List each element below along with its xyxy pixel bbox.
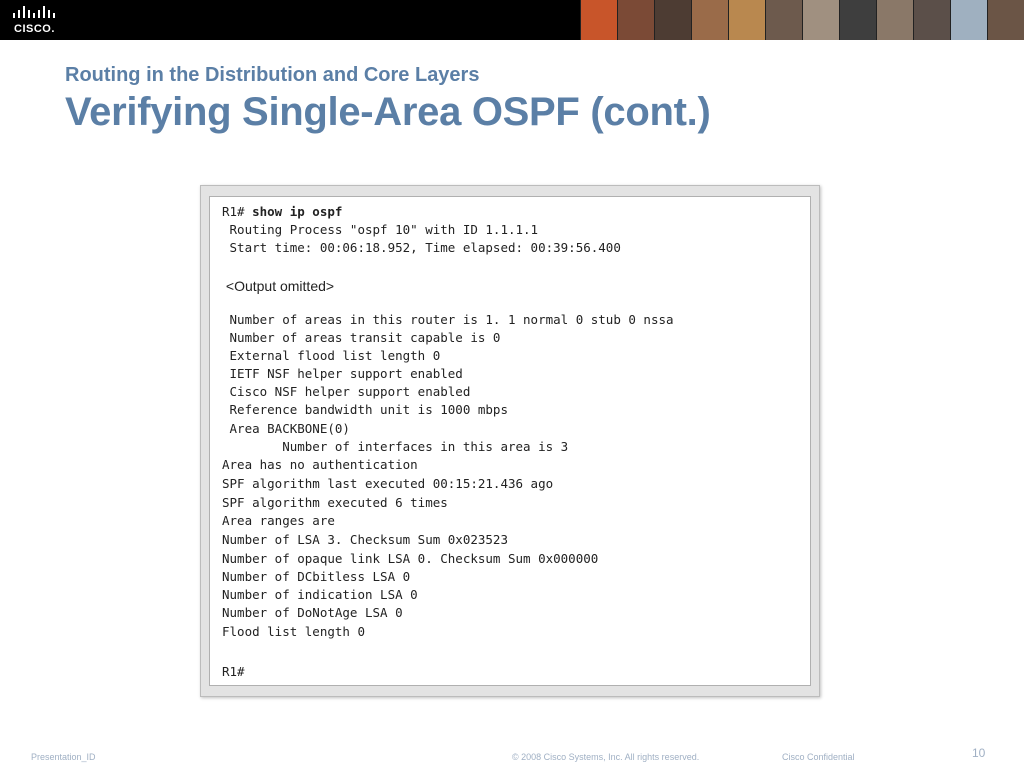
console-command-line (222, 205, 342, 219)
banner-photo (765, 0, 802, 40)
console-output-line: Reference bandwidth unit is 1000 mbps (222, 402, 508, 417)
banner-photo (654, 0, 691, 40)
console-output-line: SPF algorithm last executed 00:15:21.436 ago (222, 476, 554, 491)
top-banner (0, 0, 1024, 40)
console-output-line: External flood list length 0 (222, 348, 441, 363)
banner-photo (802, 0, 839, 40)
console-output-line: <Output omitted> (222, 278, 335, 294)
logo-wordmark: CISCO. (14, 23, 55, 35)
banner-photo (913, 0, 950, 40)
console-screen (209, 196, 811, 686)
slide-subtitle: Routing in the Distribution and Core Layers (65, 64, 480, 86)
slide-title: Verifying Single-Area OSPF (cont.) (65, 90, 711, 134)
cisco-bridge-icon (12, 4, 58, 20)
console-output-line: IETF NSF helper support enabled (222, 366, 463, 381)
console-output-line: Number of DoNotAge LSA 0 (222, 605, 403, 620)
console-output-line: SPF algorithm executed 6 times (222, 495, 448, 510)
banner-photo (617, 0, 654, 40)
banner-photo (728, 0, 765, 40)
console-output-line: Number of indication LSA 0 (222, 587, 418, 602)
banner-photo (950, 0, 987, 40)
console-output-line: Number of areas transit capable is 0 (222, 330, 501, 345)
console-output-line: Number of areas in this router is 1. 1 normal 0 stub 0 nssa (222, 312, 674, 327)
console-output-line: Number of DCbitless LSA 0 (222, 569, 411, 584)
banner-photo (987, 0, 1024, 40)
banner-photo (876, 0, 913, 40)
page-number: 10 (972, 746, 986, 760)
console-output-line: Flood list length 0 (222, 624, 365, 639)
console-output-line: Number of opaque link LSA 0. Checksum Sum 0x000000 (222, 551, 599, 566)
banner-photo (691, 0, 728, 40)
banner-photo (580, 0, 617, 40)
footer-confidential: Cisco Confidential (782, 752, 855, 762)
console-output-line: Number of LSA 3. Checksum Sum 0x023523 (222, 532, 508, 547)
console-end-prompt: R1# (222, 664, 245, 679)
console-output-panel (200, 185, 820, 697)
footer-presentation-id: Presentation_ID (31, 752, 96, 762)
console-output-line: Area ranges are (222, 513, 335, 528)
console-output-line: Area BACKBONE(0) (222, 421, 350, 436)
console-output-line: Number of interfaces in this area is 3 (222, 439, 569, 454)
photo-strip (580, 0, 1024, 40)
footer-copyright: © 2008 Cisco Systems, Inc. All rights reserved. (512, 752, 700, 762)
console-output-line: Area has no authentication (222, 457, 418, 472)
console-command: show ip ospf (244, 204, 343, 219)
cisco-logo (12, 4, 62, 36)
console-output-line: Cisco NSF helper support enabled (222, 384, 471, 399)
console-output-line: Routing Process "ospf 10" with ID 1.1.1.1 (222, 222, 539, 237)
console-output-line: Start time: 00:06:18.952, Time elapsed: 00:39:56.400 (222, 240, 621, 255)
console-prompt: R1# (222, 204, 245, 219)
banner-photo (839, 0, 876, 40)
